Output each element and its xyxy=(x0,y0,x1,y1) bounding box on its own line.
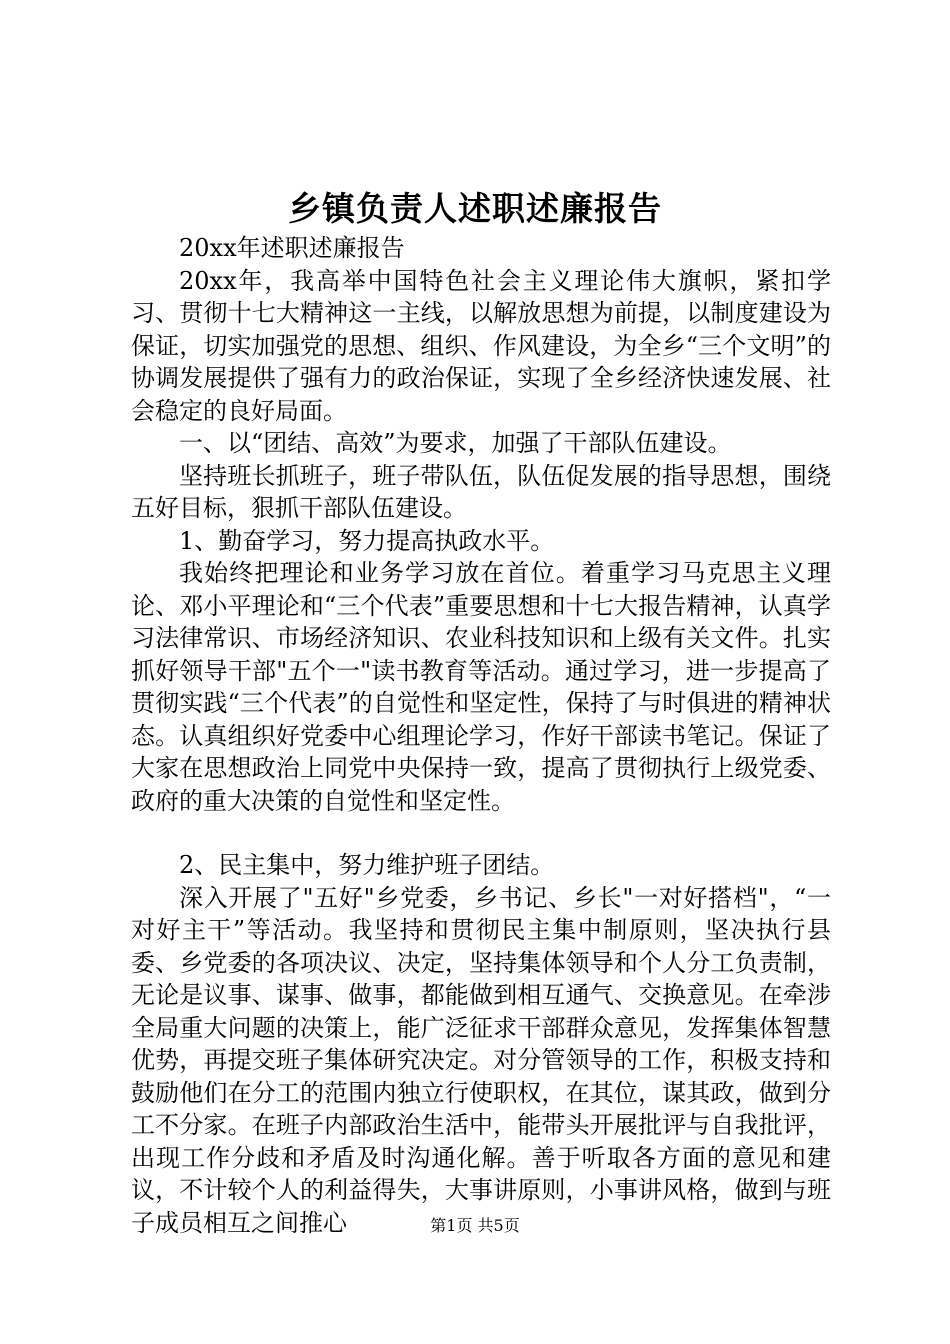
heading-subsection-1: 1、勤奋学习，努力提高执政水平。 xyxy=(179,526,555,555)
paragraph-report-year: 20xx年述职述廉报告 xyxy=(179,234,405,262)
paragraph-intro: 20xx年，我高举中国特色社会主义理论伟大旗帜，紧扣学习、贯彻十七大精神这一主线，以解放思想为前提，以制度建设为保证，切实加强党的思想、组织、作风建设，为全乡“三个文明”的协调发展提供了强有力的政治保证，实现了全乡经济快速发展、社会稳定的良好局面。 xyxy=(131,266,831,425)
paragraph-section-1: 坚持班长抓班子，班子带队伍，队伍促发展的指导思想，围绕五好目标，狠抓干部队伍建设。 xyxy=(131,461,831,522)
document-body xyxy=(131,232,831,1239)
paragraph-study: 我始终把理论和业务学习放在首位。着重学习马克思主义理论、邓小平理论和“三个代表”重要思想和十七大报告精神，认真学习法律常识、市场经济知识、农业科技知识和上级有关文件。扎实抓好领导干部"五个一"读书教育等活动。通过学习，进一步提高了贯彻实践“三个代表”的自觉性和坚定性，保持了与时俱进的精神状态。认真组织好党委中心组理论学习，作好干部读书笔记。保证了大家在思想政治上同党中央保持一致，提高了贯彻执行上级党委、政府的重大决策的自觉性和坚定性。 xyxy=(131,559,831,815)
document-title: 乡镇负责人述职述廉报告 xyxy=(288,189,662,228)
heading-subsection-2: 2、民主集中，努力维护班子团结。 xyxy=(179,851,555,879)
paragraph-democracy: 深入开展了"五好"乡党委，乡书记、乡长"一对好搭档"，“一对好主干”等活动。我坚持和贯彻民主集中制原则，坚决执行县委、乡党委的各项决议、决定，坚持集体领导和个人分工负责制，无论是议事、谋事、做事，都能做到相互通气、交换意见。在牵涉全局重大问题的决策上，能广泛征求干部群众意见，发挥集体智慧优势，再提交班子集体研究决定。对分管领导的工作，积极支持和鼓励他们在分工的范围内独立行使职权，在其位，谋其政，做到分工不分家。在班子内部政治生活中，能带头开展批评与自我批评，出现工作分歧和矛盾及时沟通化解。善于听取各方面的意见和建议，不计较个人的利益得失，大事讲原则，小事讲风格，做到与班子成员相互之间推心 xyxy=(131,883,831,1237)
heading-section-1: 一、以“团结、高效”为要求，加强了干部队伍建设。 xyxy=(179,429,732,457)
page-number: 第1页 共5页 xyxy=(430,1216,520,1235)
